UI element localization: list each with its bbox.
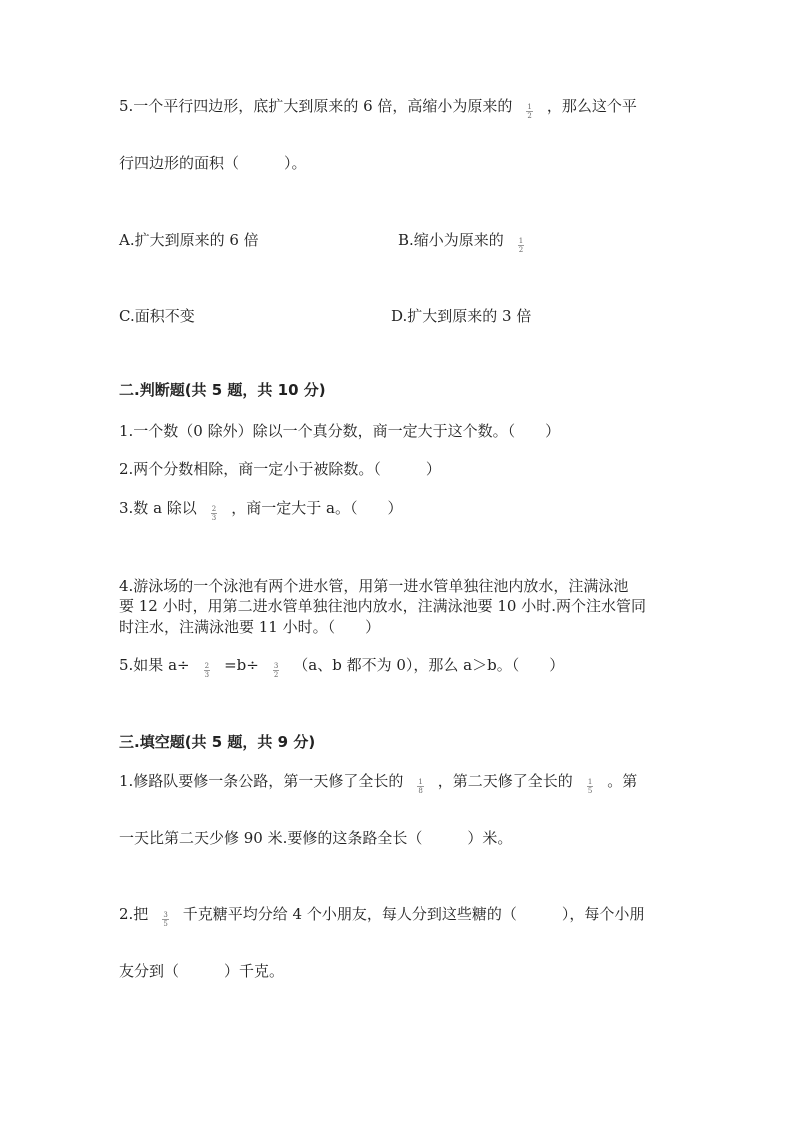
fill-question-1-line-2: 一天比第二天少修 90 米.要修的这条路全长（ ）米。 [119, 829, 513, 847]
judge-question-5: 5.如果 a÷ $\frac{2}{3}$ =b÷ $\frac{3}{2}$ （a、b 都不为 0），那么 a＞b。（ ） [119, 656, 565, 679]
judge-question-2: 2.两个分数相除，商一定小于被除数。（ ） [119, 460, 441, 478]
fill-question-2-line-1: 2.把 $\frac{3}{5}$ 千克糖平均分给 4 个小朋友，每人分到这些糖的（ ），每个小朋 [119, 905, 645, 928]
fill-question-2-line-2: 友分到（ ）千克。 [119, 962, 285, 980]
judge-question-3: 3.数 a 除以 $\frac{2}{3}$ ，商一定大于 a。（ ） [119, 499, 403, 522]
fraction: $\frac{1}{5}$ [587, 777, 593, 795]
fraction: $\frac{1}{8}$ [418, 777, 423, 795]
option-a: A.扩大到原来的 6 倍 [119, 231, 259, 249]
question-5-line-2: 行四边形的面积（ ）。 [119, 154, 307, 172]
judge-question-4-line-2: 要 12 小时，用第二进水管单独往池内放水，注满泳池要 10 小时.两个注水管同 [119, 597, 647, 615]
question-text: ，那么这个平 [546, 97, 637, 115]
fraction: $\frac{3}{5}$ [163, 910, 168, 928]
judge-question-1: 1.一个数（0 除外）除以一个真分数，商一定大于这个数。（ ） [119, 422, 561, 440]
judge-question-4-line-3: 时注水，注满泳池要 11 小时。（ ） [119, 618, 381, 636]
fraction: $\frac{1}{2}$ [518, 236, 524, 254]
fraction: $\frac{3}{2}$ [273, 661, 279, 679]
question-text: 5.一个平行四边形，底扩大到原来的 6 倍，高缩小为原来的 [119, 97, 513, 115]
option-d: D.扩大到原来的 3 倍 [391, 307, 532, 325]
fraction: $\frac{2}{3}$ [211, 504, 217, 522]
section-3-title: 三.填空题(共 5 题，共 9 分) [119, 733, 316, 751]
fraction: $\frac{1}{2}$ [527, 102, 532, 120]
fraction: $\frac{2}{3}$ [204, 661, 210, 679]
option-c: C.面积不变 [119, 307, 195, 325]
section-2-title: 二.判断题(共 5 题，共 10 分) [119, 381, 326, 399]
question-5-line-1 [119, 96, 637, 120]
option-b: B.缩小为原来的 $\frac{1}{2}$ [398, 231, 524, 254]
fill-question-1-line-1: 1.修路队要修一条公路，第一天修了全长的 $\frac{1}{8}$ ，第二天修了全长的 $\frac{1}{5}$ 。第 [119, 772, 638, 795]
judge-question-4-line-1: 4.游泳场的一个泳池有两个进水管，用第一进水管单独往池内放水，注满泳池 [119, 577, 629, 595]
